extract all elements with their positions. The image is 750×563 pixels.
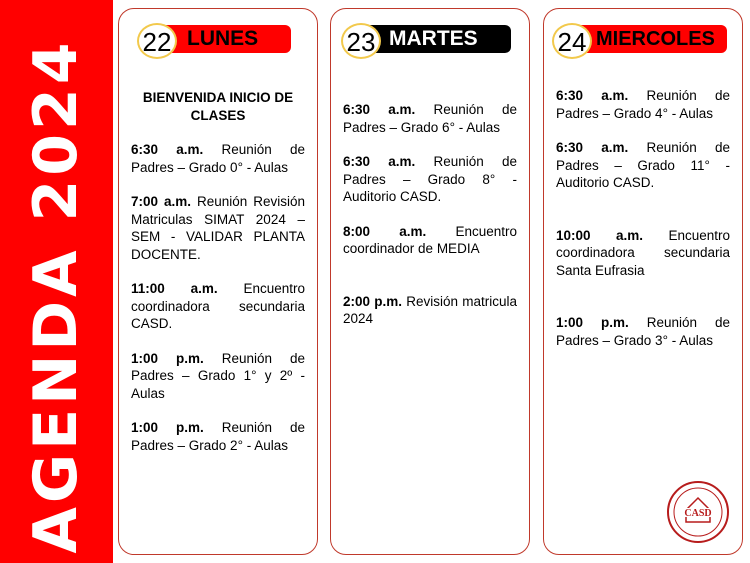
event-text: Encuentro coordinador de MEDIA (343, 223, 517, 256)
event-text: Reunión de Padres – Grado 3° - Aulas (556, 315, 730, 348)
day-header (552, 23, 727, 59)
event-text: Reunión de Padres – Grado 6° - Aulas (343, 102, 517, 135)
event-time: 6:30 a.m. (556, 88, 629, 103)
day-card-tuesday (330, 8, 530, 555)
day-name: LUNES (187, 27, 259, 50)
event-item (343, 101, 517, 136)
event-time: 1:00 p.m. (131, 420, 204, 435)
day-card-wednesday (543, 8, 743, 555)
event-item (556, 314, 730, 349)
event-text: Reunión de Padres – Grado 2° - Aulas (131, 420, 305, 453)
event-time: 2:00 p.m. (343, 293, 402, 309)
event-item (131, 141, 305, 176)
logo-text: CASD (684, 508, 712, 519)
events-list (131, 89, 305, 471)
event-time: 1:00 p.m. (131, 350, 204, 366)
event-text: Encuentro coordinadora secundaria Santa Eufrasia (556, 227, 730, 278)
event-text: Reunión de Padres – Grado 0° - Aulas (131, 142, 305, 175)
events-list (343, 101, 517, 345)
welcome-heading: BIENVENIDA INICIO DE CLASES (142, 90, 294, 123)
event-time: 1:00 p.m. (556, 315, 629, 330)
day-number: 24 (552, 23, 592, 59)
event-item (343, 293, 517, 328)
event-time: 10:00 a.m. (556, 227, 643, 243)
day-header (137, 23, 302, 59)
event-time: 6:30 a.m. (556, 140, 629, 155)
event-time: 7:00 a.m. (131, 194, 191, 209)
event-item (556, 227, 730, 280)
day-name: MIERCOLES (596, 28, 715, 50)
day-card-monday (118, 8, 318, 555)
event-text: Reunión de Padres – Grado 4° - Aulas (556, 88, 730, 121)
event-time: 11:00 a.m. (131, 281, 218, 296)
event-text: Encuentro coordinadora secundaria CASD. (131, 281, 305, 331)
event-item (556, 139, 730, 192)
event-item (131, 193, 305, 263)
event-item (131, 419, 305, 454)
event-text: Reunión de Padres – Grado 1° y 2º - Aulas (131, 350, 305, 401)
event-time: 6:30 a.m. (343, 102, 416, 117)
event-text: Revisión matricula 2024 (343, 293, 517, 326)
event-item (556, 87, 730, 122)
event-item (131, 350, 305, 403)
events-list (556, 87, 730, 366)
event-item (343, 223, 517, 258)
day-number: 23 (341, 23, 381, 59)
event-text: Reunión de Padres – Grado 8° - Auditorio CASD. (343, 154, 517, 204)
day-header (341, 23, 511, 59)
day-name: MARTES (389, 27, 478, 50)
event-item (131, 280, 305, 333)
event-time: 6:30 a.m. (131, 142, 204, 157)
day-number: 22 (137, 23, 177, 59)
event-text: Reunión de Padres – Grado 11° - Auditorio CASD. (556, 140, 730, 190)
event-item (343, 153, 517, 206)
agenda-title: AGENDA 2024 (21, 38, 91, 554)
event-time: 6:30 a.m. (343, 154, 416, 169)
casd-logo (666, 480, 730, 544)
event-time: 8:00 a.m. (343, 223, 427, 239)
event-text: Reunión Revisión Matriculas SIMAT 2024 – SEM - VALIDAR PLANTA DOCENTE. (131, 194, 305, 262)
